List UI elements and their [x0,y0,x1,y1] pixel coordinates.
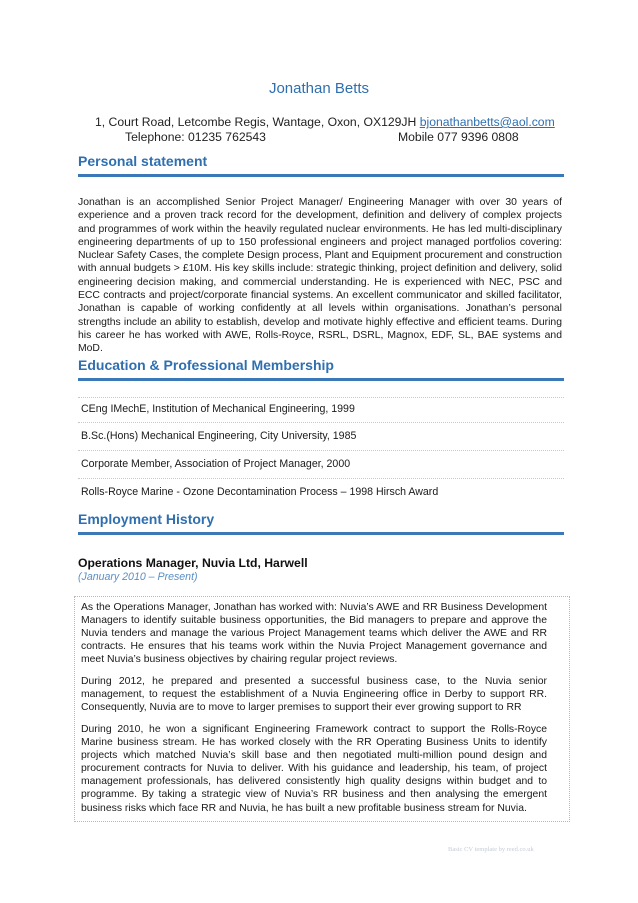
personal-statement-text: Jonathan is an accomplished Senior Project Manager/ Engineering Manager with over 30 years of experience and a proven track record for the development, definition and delivery of complex projects and programmes of work within the heavily regulated nuclear environments. He has led multi-disciplinary engineering departments of up to 150 professional engineers and project managed portfolios covering: Nuclear Safety Cases, the complete Design process, Plant and Equipment procurement and construction with annual budgets > £10M. His key skills include: strategic thinking, project definition and delivery, solid engineering decision making, and commercial understanding. He is experienced with NEC, PSC and ECC contracts and project/corporate financial systems. An excellent communicator and skilled facilitator, Jonathan is capable of working confidently at all levels within organisations. Jonathan’s personal strengths include an ability to establish, develop and motivate highly effective and efficient teams. During his career he has worked with AWE, Rolls-Royce, RSRL, DSRL, Magnox, EDF, SL, BAE systems and MoD. [78,197,562,355]
job-dates: (January 2010 – Present) [78,571,198,583]
job-title: Operations Manager, Nuvia Ltd, Harwell [78,556,308,570]
entry-separator [78,397,564,398]
mobile: Mobile 077 9396 0808 [398,130,519,144]
employment-heading: Employment History [78,511,215,527]
education-item: Corporate Member, Association of Project Manager, 2000 [81,458,351,470]
education-item: Rolls-Royce Marine - Ozone Decontamination Process – 1998 Hirsch Award [81,486,439,498]
entry-separator [78,422,564,423]
section-divider [78,378,564,381]
template-credit: Basic CV template by reed.co.uk [448,846,534,853]
section-divider [78,532,564,535]
address-line [95,115,555,129]
telephone: Telephone: 01235 762543 [125,130,266,144]
section-divider [78,174,564,177]
postal-address: 1, Court Road, Letcombe Regis, Wantage, Oxon, OX129JH [95,115,417,129]
job-paragraph: As the Operations Manager, Jonathan has worked with: Nuvia’s AWE and RR Business Development Managers to identify suitable business opportunities, the Bid managers to prepare and approve the Nuvia tenders and manage the various Project Management teams which deliver the AWE and RR contracts. He ensures that his teams work within the Nuvia Project Management governance and meet Nuvia’s business objectives by chairing regular project reviews. [81,602,547,666]
job-paragraph: During 2012, he prepared and presented a successful business case, to the Nuvia senior management, to request the establishment of a Nuvia Engineering office in Derby to support RR. Consequently, Nuvia are to move to larger premises to support their ever growing support to RR [81,676,547,714]
candidate-name: Jonathan Betts [268,80,370,97]
education-heading: Education & Professional Membership [78,357,334,373]
personal-statement-heading: Personal statement [78,153,208,169]
entry-separator [78,478,564,479]
education-item: B.Sc.(Hons) Mechanical Engineering, City University, 1985 [81,430,357,442]
entry-separator [78,450,564,451]
education-item: CEng IMechE, Institution of Mechanical Engineering, 1999 [81,403,355,415]
job-paragraph: During 2010, he won a significant Engineering Framework contract to support the Rolls-Royce Marine business stream. He has worked closely with the RR Operating Business Units to identify projects which matched Nuvia’s skill base and then negotiated multi-million pound design and procurement contracts for Nuvia to deliver. With his guidance and leadership, his team, of project management professionals, has delivered consistently high quality designs within budget and to programme. By taking a strategic view of Nuvia’s RR business and then analysing the emergent business risks which face RR and Nuvia, he has built a new profitable business stream for Nuvia. [81,724,547,814]
email-link[interactable]: bjonathanbetts@aol.com [419,115,555,129]
